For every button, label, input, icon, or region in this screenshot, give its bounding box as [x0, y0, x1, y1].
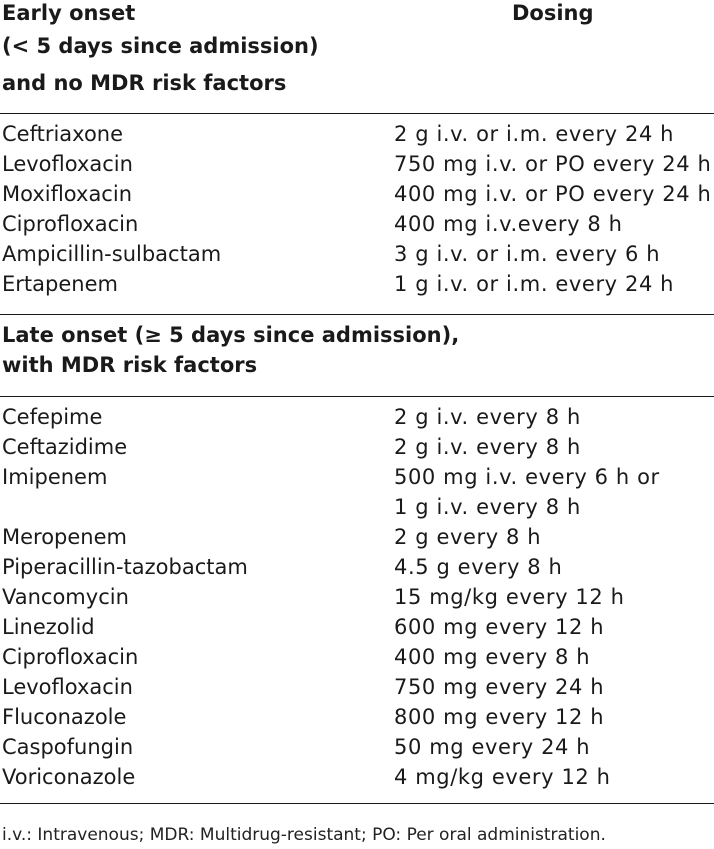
- drug-dose: 400 mg i.v. or PO every 24 h: [394, 182, 712, 206]
- table-row: [0, 702, 714, 732]
- drug-dose: 1 g i.v. every 8 h: [394, 495, 581, 519]
- late-onset-title-line-2: with MDR risk factors: [2, 353, 258, 377]
- header-onset-line-3: and no MDR risk factors: [2, 71, 287, 95]
- drug-name: Vancomycin: [2, 585, 129, 609]
- drug-dose: 750 mg every 24 h: [394, 675, 605, 699]
- table-row: [0, 642, 714, 672]
- drug-dose: 750 mg i.v. or PO every 24 h: [394, 152, 712, 176]
- drug-name: Voriconazole: [2, 765, 136, 789]
- table-footnote: i.v.: Intravenous; MDR: Multidrug-resistant; PO: Per oral administration.: [2, 825, 606, 845]
- drug-name: Ciprofloxacin: [2, 212, 139, 236]
- table-row: [0, 672, 714, 702]
- table-row: [0, 432, 714, 462]
- drug-name: Levofloxacin: [2, 152, 133, 176]
- drug-name: Ceftazidime: [2, 435, 128, 459]
- table-row: [0, 269, 714, 299]
- table-row: [0, 209, 714, 239]
- section-divider: [0, 314, 714, 315]
- late-onset-title-line-1: Late onset (≥ 5 days since admission),: [2, 323, 460, 347]
- drug-dose: 50 mg every 24 h: [394, 735, 591, 759]
- drug-dose: 15 mg/kg every 12 h: [394, 585, 625, 609]
- header-divider: [0, 113, 714, 114]
- drug-name: Levofloxacin: [2, 675, 133, 699]
- table-header: [0, 0, 714, 113]
- drug-dose: 2 g i.v. every 8 h: [394, 405, 581, 429]
- table-row: [0, 732, 714, 762]
- table-row: [0, 119, 714, 149]
- drug-dose: 2 g i.v. or i.m. every 24 h: [394, 122, 675, 146]
- drug-name: Piperacillin-tazobactam: [2, 555, 248, 579]
- drug-name: Ciprofloxacin: [2, 645, 139, 669]
- table-row: [0, 462, 714, 492]
- drug-dose: 1 g i.v. or i.m. every 24 h: [394, 272, 675, 296]
- drug-name: Caspofungin: [2, 735, 134, 759]
- drug-name: Fluconazole: [2, 705, 127, 729]
- table-row: [0, 522, 714, 552]
- table-row: [0, 402, 714, 432]
- late-onset-rows: [0, 402, 714, 792]
- header-onset-line-1: Early onset: [2, 1, 136, 25]
- late-header-divider: [0, 396, 714, 397]
- table-row: [0, 762, 714, 792]
- drug-dose: 600 mg every 12 h: [394, 615, 605, 639]
- header-dosing: Dosing: [512, 1, 594, 25]
- table-row: [0, 582, 714, 612]
- drug-name: Meropenem: [2, 525, 127, 549]
- table-row: [0, 492, 714, 522]
- drug-dose: 2 g every 8 h: [394, 525, 542, 549]
- drug-dose: 2 g i.v. every 8 h: [394, 435, 581, 459]
- drug-dose: 400 mg i.v.every 8 h: [394, 212, 623, 236]
- table-row: [0, 179, 714, 209]
- drug-dose: 4.5 g every 8 h: [394, 555, 563, 579]
- table-row: [0, 239, 714, 269]
- drug-name: Ampicillin-sulbactam: [2, 242, 222, 266]
- drug-dose: 400 mg every 8 h: [394, 645, 591, 669]
- drug-name: Imipenem: [2, 465, 108, 489]
- table-row: [0, 552, 714, 582]
- drug-dose: 3 g i.v. or i.m. every 6 h: [394, 242, 661, 266]
- drug-name: Moxifloxacin: [2, 182, 132, 206]
- drug-name: Linezolid: [2, 615, 95, 639]
- drug-dose: 500 mg i.v. every 6 h or: [394, 465, 660, 489]
- early-onset-rows: [0, 119, 714, 299]
- drug-name: Ertapenem: [2, 272, 118, 296]
- drug-dose: 800 mg every 12 h: [394, 705, 605, 729]
- drug-name: Ceftriaxone: [2, 122, 124, 146]
- header-onset-line-2: (< 5 days since admission): [2, 34, 319, 58]
- table-row: [0, 149, 714, 179]
- drug-dose: 4 mg/kg every 12 h: [394, 765, 611, 789]
- drug-name: Cefepime: [2, 405, 103, 429]
- table-bottom-rule: [0, 803, 714, 804]
- table-row: [0, 612, 714, 642]
